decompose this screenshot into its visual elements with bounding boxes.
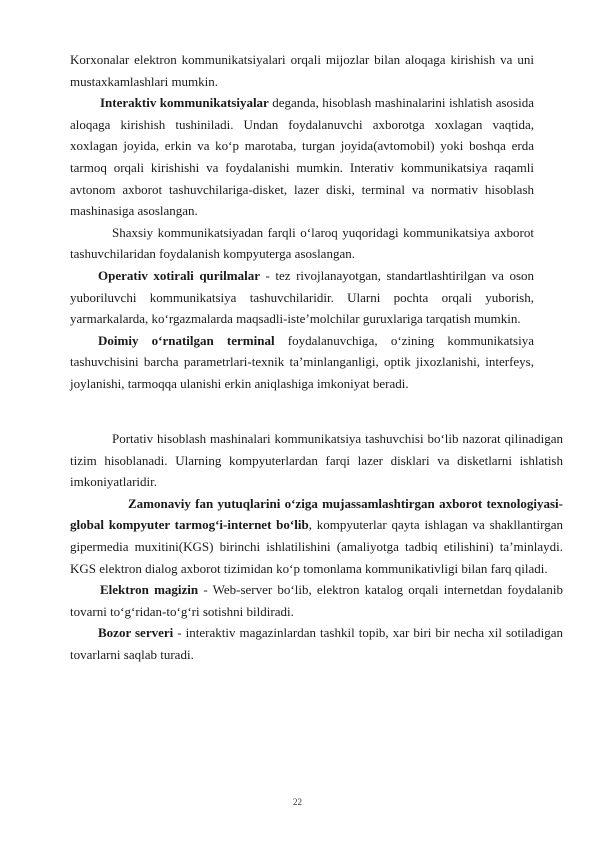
text-block-lower xyxy=(70,428,563,666)
page-number: 22 xyxy=(293,797,302,807)
paragraph-2 xyxy=(70,92,534,222)
paragraph-text: Shaxsiy kommunikatsiyadan farqli o‘laroq yuqoridagi kommunikatsiya axborot tashuvchilaridan foydalanish kompyuterga asoslangan. xyxy=(70,224,534,262)
paragraph-7 xyxy=(70,493,563,579)
paragraph-3 xyxy=(70,222,534,265)
term-bozor-serveri: Bozor serveri xyxy=(98,625,174,641)
paragraph-text: - tez rivojlanayotgan, standartlashtirilgan va oson yuboriluvchi kommunikatsiya tashuvchilaridir. Ularni pochta orqali yuborish, yarmarkalarda, ko‘rgazmalarda maqsadli-iste’molchilar guruxlariga tarqatish mumkin. xyxy=(70,267,534,327)
paragraph-text: Korxonalar elektron kommunikatsiyalari orqali mijozlar bilan aloqaga kirishish va uni mustaxkamlashlari mumkin. xyxy=(70,52,534,89)
term-interaktiv: Interaktiv kommunikatsiyalar xyxy=(100,95,269,111)
paragraph-5 xyxy=(70,330,534,395)
text-block-upper xyxy=(70,49,534,395)
term-elektron-magizin: Elektron magizin xyxy=(100,582,199,598)
term-operativ: Operativ xotirali qurilmalar xyxy=(98,267,260,283)
term-zamonaviy: Zamonaviy fan yutuqlarini o‘ziga mujassamlashtirgan axborot texnologiyasi-global kompyuter tarmog‘i-internet bo‘lib xyxy=(70,495,563,533)
paragraph-text: deganda, hisoblash mashinalarini ishlatish asosida aloqaga kirishish tushiniladi. Undan foydalanuvchi axborotga xoxlagan vaqtida, xoxlagan joyida, erkin va ko‘p marotaba, turgan joyida(avtomobil) yoki boshqa erda tarmoq orqali kirishishi va foydalanishi mumkin. Interativ kommunikatsiya raqamli avtonom axborot tashuvchilariga-disket, lazer diski, terminal va normativ hisoblash mashinasiga asoslangan. xyxy=(70,95,534,219)
paragraph-text: , kompyuterlar qayta ishlagan va shakllantirgan gipermedia muxitini(KGS) birinchi ishlatilishini (amaliyotga tadbiq etilishini) ta’minlaydi. KGS elektron dialog axborot tizimidan ko‘p tomonlama kommunikativligi bilan farq qiladi. xyxy=(70,517,563,576)
paragraph-4 xyxy=(70,265,534,330)
paragraph-9 xyxy=(70,622,563,665)
paragraph-text: - Web-server bo‘lib, elektron katalog orqali internetdan foydalanib tovarni to‘g‘ridan-to‘g‘ri sotishni bildiradi. xyxy=(70,582,563,619)
paragraph-text: foydalanuvchiga, o‘zining kommunikatsiya tashuvchisini barcha parametrlari-texnik ta’minlanganligi, optik jixozlanishi, interfeys, joylanishi, tarmoqqa ulanishi erkin aniqlashiga imkoniyat beradi. xyxy=(70,332,534,391)
paragraph-1 xyxy=(70,49,534,92)
term-doimiy: Doimiy o‘rnatilgan terminal xyxy=(98,332,275,348)
paragraph-text: Portativ hisoblash mashinalari kommunikatsiya tashuvchisi bo‘lib nazorat qilinadigan tizim hisoblanadi. Ularning kompyuterlardan farqi lazer disklari va disketlarni ishlatish imkoniyatlaridir. xyxy=(70,431,563,490)
paragraph-8 xyxy=(70,579,563,622)
paragraph-text: - interaktiv magazinlardan tashkil topib, xar biri bir necha xil sotiladigan tovarlarni saqlab turadi. xyxy=(70,625,563,662)
paragraph-6 xyxy=(70,428,563,493)
